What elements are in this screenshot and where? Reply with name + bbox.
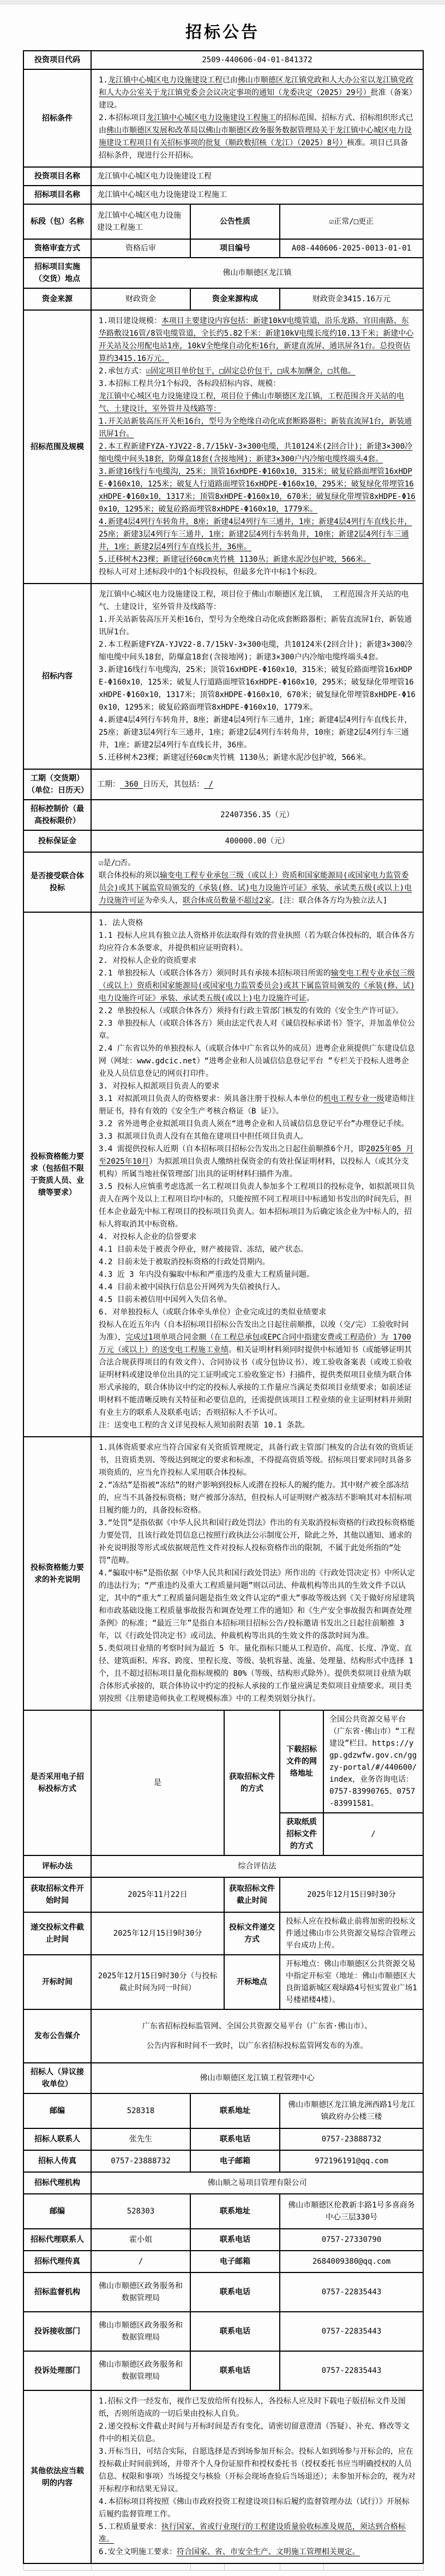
- row-submit: [23, 1912, 423, 1955]
- media-label: 发布公告媒介: [23, 2009, 91, 2063]
- row-agency-postcode: [23, 2194, 423, 2229]
- complaint-receiver-tel-value: 0757-22835443: [280, 2312, 423, 2351]
- tenderer-postcode-label: 邮编: [23, 2093, 91, 2128]
- stub-cell: [280, 2563, 323, 2570]
- stub-cell: [224, 2563, 280, 2570]
- para: 4.本招标项目将按照《佛山市政府投资工程建设项目标后履约监督管理办法（试行）》开展标后履约监督管理工作。: [99, 2497, 410, 2519]
- para: 1.招标文件一经发布，视作已发放给所有投标人，各投标人应及时下载电子版招标文件及图纸，否则所造成的一切后果由投标人自负。: [99, 2397, 406, 2418]
- doc-start-label: 获取招标文件开始时间: [23, 1877, 91, 1912]
- row-qualification-method: [23, 239, 423, 258]
- funding-composition-value: 财政资金3415.16万元: [280, 288, 423, 310]
- doc-start-value: 2025年11月22日: [91, 1877, 224, 1912]
- para: 龙江镇中心城区电力设施建设工程，项目位于佛山市顺德区龙江镇，工程范围含开关站的电气、土建设计，室外管井及线路等：: [99, 392, 404, 413]
- project-number-value: A08-440606-2025-0013-01-01: [280, 239, 423, 258]
- complaint-receiver-tel-label: 联系电话: [190, 2312, 280, 2351]
- funding-label: 资金来源: [23, 288, 91, 310]
- stub-cell: [23, 2563, 91, 2570]
- para: 5.迁移树木23棵；新建冠径60cm夹竹桃 1130丛；新建水泥沙包护坡，566米。: [99, 555, 371, 564]
- row-section-name: [23, 204, 423, 239]
- agency-address-label: 联系地址: [190, 2194, 280, 2229]
- para: 2.1 单独投标人（或联合体各方）须同时具有承接本招标项目所需的输变电工程专业承包三级（或以上）资质和国家能源局(或国家电力监管委员会)或其下属监管局颁发的《承装(修、试)电力设施许可证》承装、承试类五级(或以上)电力设施许可证。: [99, 969, 415, 1003]
- row-agency-contact: [23, 2229, 423, 2251]
- e-bidding-label: 是否采用电子招标投标方式: [23, 1710, 91, 1855]
- consortium-label: 是否接受联合体投标: [23, 852, 91, 912]
- para: 龙江镇中心城区电力设施建设工程，项目位于佛山市顺德区龙江镇， 工程范围含开关站的电气、土建设计，室外管井及线路等：: [99, 590, 409, 611]
- para: 3.开标当日，可结合实际，自愿选择是否到场参加开标会。投标人如到场参与开标会的，应在投标截止时间前到场，并带齐个人身份证原件和授权委托书（授权委托书应当明确授权的人员信息、权限和事项）当场提交与核验（开标会现场查验后当场退还）；未参加开标会的，视为对开标程序和结果无异议。: [99, 2447, 416, 2494]
- tenderer-contact-value: 张先生: [91, 2128, 190, 2150]
- row-project-code: [23, 51, 423, 69]
- obtain-docs-label: 获取招标文件的方式: [224, 1710, 280, 1855]
- stub-cell: [323, 2563, 423, 2570]
- row-control-price: [23, 800, 423, 830]
- row-scope: [23, 310, 423, 584]
- agency-tel-value: 0757-27330790: [280, 2229, 423, 2251]
- evaluation-label: 评标办法: [23, 1855, 91, 1877]
- download-address-label: 下载招标文件的网络地址: [280, 1710, 323, 1813]
- para: 6. 对单独投标人（或联合体牵头单位）企业完成过的类似业绩要求: [99, 1308, 327, 1317]
- table-stub-row: [23, 2563, 423, 2570]
- agency-contact-value: 霍小姐: [91, 2229, 190, 2251]
- row-opening: [23, 1955, 423, 2009]
- submit-method-value: 投标人应在投标截止前将加密的投标文件通过佛山市公共资源交易综合管理云平台成功上传。: [280, 1912, 423, 1955]
- invest-project-name-label: 投资项目名称: [23, 167, 91, 186]
- para: 3.5 投标人应慎重考虑选派一名工程项目负责人参加多个工程项目的投标竞争，如拟派项目负责人在两个及以上工程项目均中标的，只能按照不同工程项目中标通知书发出的时间先后，担任本企业最先中标工程项目的投标项目负责人。如本招标项目为后确定该企业为中标人的，招标人将取消其中标资格。: [99, 1182, 415, 1229]
- para: 投标人可对上述标段中的1个标段投标，但最多允许中标1个标段。: [99, 568, 322, 576]
- para: 2.本工程新建FYZA-YJV22-8.7/15kV-3×300电缆，共10124米(2回合计)；新建3×300冷缩电缆中间头18套，防爆盒18套(含接地网)；新建3×300户内冷缩电缆终端头4套。: [99, 640, 413, 662]
- para: 3.新建16线行车电缆沟，25米；顶管16xHDPE-Φ160x10，315米；破复砼路面埋管16xHDPE-Φ160x10，125米；破复人行道路面埋管16xHDPE-Φ160x10，295米；破复绿化带埋管16xHDPE-Φ160x10，1317米；顶管8xHDPE-Φ160x10，670米；破复绿化带埋管8xHDPE-Φ160x10，1295米；破复砼路面埋管8xHDPE-Φ160x10，1779米。: [99, 467, 416, 514]
- content-value: [91, 584, 423, 769]
- para: 2.本工程新建FYZA-YJV22-8.7/15kV-3×300电缆，共10124米(2回合计)；新建3×300冷缩电缆中间头18套，防爆盒18套(含接地网)；新建3×300户内冷缩电缆终端头4套。: [99, 442, 413, 463]
- media-value: [91, 2009, 423, 2063]
- para: 广东省招标投标监管网、全国公共资源交易平台（广东省·佛山市）。: [142, 2022, 372, 2031]
- capability-supplement-value: [91, 1437, 423, 1710]
- tenderer-fax-label: 招标人传真: [23, 2150, 91, 2172]
- opening-time-value: 2025年12月15日9时30分（与投标截止时间为同一时间）: [91, 1955, 224, 2009]
- stub-cell: [91, 2563, 190, 2570]
- para: 2.3 单独投标人（或联合体各方）须由法定代表人对《诚信投标承诺书》签字，并加盖单位公章。: [99, 1019, 415, 1040]
- tender-project-name-label: 招标项目名称: [23, 186, 91, 204]
- agency-postcode-value: 528303: [91, 2194, 190, 2229]
- notice-nature-label: 公告性质: [190, 204, 280, 239]
- row-agency-fax: [23, 2251, 423, 2272]
- agency-postcode-label: 邮编: [23, 2194, 91, 2229]
- para: 4.2 目前未处于被取消投标资格的行政处罚期内。: [99, 1258, 270, 1266]
- para: 2.承包方式：☑固定项目单价包干，□固定总价包干，□成本加酬金，□其他。: [99, 367, 356, 376]
- capability-supplement-label: 投标资格能力要求的补充说明: [23, 1437, 91, 1710]
- supervisor-label: 招标监督机构: [23, 2272, 91, 2312]
- para: 2.4 广东省以外的单独投标人（或联合体中广东省以外的成员）进粤企业须提供广东建设信息网（网址：www.gdcic.net）“进粤企业和人员诚信信息登记平台 ”专栏关于投标人进粤企业及人员信息登记的网页打印件。: [99, 1044, 415, 1078]
- para: ☑是/□否。: [99, 859, 136, 867]
- footer-space: [0, 2571, 445, 2576]
- scope-label: 招标范围及规模: [23, 310, 91, 584]
- row-supervisor: [23, 2272, 423, 2312]
- row-media: [23, 2009, 423, 2063]
- agency-tel-label: 联系电话: [190, 2229, 280, 2251]
- complaint-handler-label: 投诉处理部门: [23, 2351, 91, 2390]
- row-evaluation: [23, 1855, 423, 1877]
- other-value: [91, 2390, 423, 2563]
- para: 3.新建16线行车电缆沟，25米；顶管16xHDPE-Φ160x10，315米；破复砼路面埋管16xHDPE-Φ160x10，125米；破复人行道路面埋管16xHDPE-Φ160x10，295米；破复绿化带埋管16xHDPE-Φ160x10，1317米；顶管8xHDPE-Φ160x10，670米；破复绿化带埋管8xHDPE-Φ160x10，1295米；破复砼路面埋管8xHDPE-Φ160x10，1779米。: [99, 665, 416, 712]
- row-tenderer-fax: [23, 2150, 423, 2172]
- tenderer-label: 招标人（异议接收单位）: [23, 2063, 91, 2093]
- page-title: 招标公告: [185, 23, 260, 42]
- submit-method-label: 投标文件递交方式: [224, 1912, 280, 1955]
- control-price-value: 22407356.35（元）: [91, 800, 423, 830]
- row-doc-time: [23, 1877, 423, 1912]
- submit-deadline-label: 递交投标文件截止时间: [23, 1912, 91, 1955]
- stub-cell: [190, 2563, 224, 2570]
- para: 6.安全文明施工要求：符合国家、省、市安全生产、文明施工管理相关规定。: [99, 2548, 360, 2556]
- para: 4.5 目前未被信用中国列入失信名单。: [99, 1295, 232, 1304]
- row-tender-conditions: [23, 69, 423, 167]
- para: 3.4 需提供投标人近期（自本招标项目招标公告发出之日起往前顺推6个月，即2025年05 月至2025年10月）为拟派项目负责人缴纳社保资金的有效社保证明材料，以投标人（或其分支机构）所属当地社保管理部门出具的证明材料扫描件为准。: [99, 1145, 414, 1179]
- tenderer-address-value: 佛山市顺德区龙江镇龙洲西路1号龙江镇政府办公楼三楼: [280, 2093, 423, 2128]
- para: 联合体投标的须以输变电工程专业承包三级（或以上）资质和国家能源局(或国家电力监管委员会)或其下属监管局颁发的《承装(修、试)电力设施许可证》承装、承试类五级(或以上)电力设施许可证为牵头人，联合体成员数量不超过2家。[注：联合体各方均为独立法人]: [99, 871, 412, 905]
- row-duration: [23, 769, 423, 800]
- funding-composition-label: 资金来源构成: [190, 288, 280, 310]
- para: 3. 对投标人拟派项目负责人的要求: [99, 1082, 220, 1091]
- doc-end-value: 2025年12月15日9时30分: [280, 1877, 423, 1912]
- location-label: 招标项目实施（交货）地点: [23, 258, 91, 288]
- tenderer-tel-value: 0757-23888732: [280, 2128, 423, 2150]
- complaint-receiver-value: 佛山市顺德区政务服务和数据管理局: [91, 2312, 190, 2351]
- row-other: [23, 2390, 423, 2563]
- section-name-value: 龙江镇中心城区电力设施建设工程施工: [91, 204, 190, 239]
- tender-conditions-value: [91, 69, 423, 167]
- opening-time-label: 开标时间: [23, 1955, 91, 2009]
- bid-bond-label: 投标保证金: [23, 830, 91, 852]
- para: 4.新建4层4列行车转角井，8座；新建4层4列行车三通井，1座；新建4层4列行车直线长井，25座；新建3层4列行车三通井，1座；新建2层4列行车转角井，10座；新建2层4列行车三通井，1座；新建2层4列行车直线长井，36座。: [99, 517, 412, 551]
- download-address-value: 全国公共资源交易平台（广东省·佛山市）“工程建设”栏目。https://ygp.gdzwfw.gov.cn/ggzy-portal/#/440600/index，业务咨询电话：0757-83990765、0757-83991581。: [323, 1710, 423, 1813]
- tender-conditions-label: 招标条件: [23, 69, 91, 167]
- agency-fax-value: /: [91, 2251, 190, 2272]
- tenderer-email-value: 972196191@qq.com: [280, 2150, 423, 2172]
- agency-value: 佛山顺之易项目管理有限公司: [91, 2172, 423, 2194]
- para: 4.1 目前未处于被责令停业，财产被接管、冻结，破产状态。: [99, 1245, 308, 1254]
- para: 3.2 省外进粤企业拟派项目负责人须在“进粤企业和人员诚信信息登记平台”办理登记手续。: [99, 1120, 409, 1128]
- row-funding: [23, 288, 423, 310]
- tender-project-name-value: 龙江镇中心城区电力设施建设工程施工: [91, 186, 423, 204]
- para: 3.本招标工程共分1个标段，各标段招标内容、规模：: [99, 379, 281, 388]
- row-consortium: [23, 852, 423, 912]
- para: 2.本招标项目龙江镇中心城区电力设施建设工程施工的招标范围、招标方式、招标组织形式已由佛山市顺德区发展和改革局以佛山市顺德区政务服务数据管理局关于龙江镇中心城区电力设施建设工程项目有关招标事项的批复（顺政数招核（龙江）（2025）8号）核准。项目已具备招标条件，现进行公开招标。: [99, 114, 413, 160]
- row-content: [23, 584, 423, 769]
- complaint-handler-value: 佛山市顺德区政务服务和数据管理局: [91, 2351, 190, 2390]
- location-value: 佛山市顺德区龙江镇: [91, 258, 423, 288]
- para: 1.1 投标人应具有独立法人资格并依法取得有效的营业执照（若为联合体投标的，联合体各方均应符合本条要求，并提供相应证明资料）。: [99, 931, 415, 953]
- complaint-handler-tel-value: 0757-22835443: [280, 2351, 423, 2390]
- supervisor-value: 佛山市顺德区政务服务和数据管理局: [91, 2272, 190, 2312]
- project-code-label: 投资项目代码: [23, 51, 91, 69]
- tender-announcement-table: [23, 50, 424, 2571]
- agency-email-value: 2684009380@qq.com: [280, 2251, 423, 2272]
- tenderer-email-label: 电子邮箱: [190, 2150, 280, 2172]
- tenderer-address-label: 联系地址: [190, 2093, 280, 2128]
- top-strip: [0, 0, 445, 4]
- row-bid-bond: [23, 830, 423, 852]
- row-invest-project-name: [23, 167, 423, 186]
- para: 投标人在近五年内（自本招标项目招标公告发出之日起往前顺推，以竣（交/完）工验收时间为准），完成过1项单项合同金额（在工程总承包或EPC合同中指建安费或工程造价）为 1700万元（或以上）的送变电工程施工业绩。相关证明材料须同时提供中标通知书（或能够证明其合法合规获得项目的有效文件）、合同协议书（或分包协议书）、竣工验收备案表（或竣工验收证明材料或建设单位出具的完工证明或完工验收鉴定书）扫描件，提供类似项目业绩为联合体形式承接的，联合体协议中约定的投标人承接的工作量应当满足类似项目业绩要求；如前述证明材料不能清晰反映有关特征和必要信息的，还需提供该项目工程业绩的业主证明材料并须附有业主方的联系人及联系电话；否则招标人不予认可。: [99, 1320, 412, 1417]
- para: 2.“冻结”是指被“冻结”的财产影响到投标人或潜在投标人的履约能力。其中财产被全部冻结的，应当不具备投标资格；财产被部分冻结，但投标人可证明财产被冻结不影响其对本招标项目履约能力的，具备投标资格。: [99, 1481, 412, 1515]
- row-agency: [23, 2172, 423, 2194]
- para: 4.4 目前未被中国执行信息公开网列为失信被执行人。: [99, 1283, 285, 1292]
- row-location: [23, 258, 423, 288]
- opening-place-value: 开标地点：佛山市顺德区公共资源交易中指定开标室（地址：佛山市顺德区大良街道新城区观绿路4号恒实置业广场1号楼裙楼4楼）。: [280, 1955, 423, 2009]
- content-label: 招标内容: [23, 584, 91, 769]
- complaint-receiver-label: 投诉接收部门: [23, 2312, 91, 2351]
- e-bidding-value: 是: [91, 1710, 224, 1855]
- para: 4. 对投标人企业的信誉要求: [99, 1233, 197, 1241]
- capability-value: [91, 912, 423, 1437]
- invest-project-name-value: 龙江镇中心城区电力设施建设工程: [91, 167, 423, 186]
- row-capability-supplement: [23, 1437, 423, 1710]
- para: 1.项目建设规模：本项目主要建设内容包括：新建10kV电缆管道，沿乐龙路、官田南路、东华路敷设16管/8管电缆管道，全长约5.82千米：新建10kV电缆长度约10.13千米；新建中心开关站及公用配电站1座，10kV全绝缘自动化柜16台，新建直流屏、通讯屏各1台。总投资估算约3415.16万元。: [99, 317, 414, 363]
- tenderer-contact-label: 招标人联系人: [23, 2128, 91, 2150]
- consortium-value: [91, 852, 423, 912]
- row-capability: [23, 912, 423, 1437]
- funding-value: 财政资金: [91, 288, 190, 310]
- tenderer-tel-label: 联系电话: [190, 2128, 280, 2150]
- agency-contact-label: 招标代理联系人: [23, 2229, 91, 2251]
- para: 3.“处罚”是指依据《中华人民共和国行政处罚法》作出的有关取消投标资格的行政投标资格能力要处罚，且该行政处罚信息已按照行政执法公示制度公开，除此之外，其他以通知、通求的补充说明报等形式或依据规范性文件对投标人投标资格作出的限制，不属于此处所指的“处罚”范畴。: [99, 1519, 415, 1565]
- control-price-label: 招标控制价（最高投标限价）: [23, 800, 91, 830]
- para: 3.3 拟派项目负责人没有在其他在建项目中担任项目负责人。: [99, 1132, 308, 1141]
- qualification-method-value: 资格后审: [91, 239, 190, 258]
- bid-bond-value: 400000.00（元）: [91, 830, 423, 852]
- duration-value: 工期： 360 日历天，其包括： /: [91, 769, 423, 800]
- para: 5.迁移树木23棵；新建冠径60cm夹竹桃 1130丛；新建水泥沙包护坡，566米。: [99, 753, 371, 762]
- project-code-value: 2509-440606-04-01-841372: [91, 51, 423, 69]
- complaint-handler-tel-label: 联系电话: [190, 2351, 280, 2390]
- para: 1.龙江镇中心城区电力设施建设工程已由佛山市顺德区龙江镇党政和人大办公室以龙江镇党政和人大办公室关于龙江镇党委会会议决定事项的通知（龙委决定（2025）29号）批准（备案）建设。: [99, 76, 413, 110]
- para: 2.2 单独投标人（或联合体各方）须持有行政主管部门核发的有效的《安全生产许可证》。: [99, 1007, 404, 1015]
- para: 注：送变电工程的含义详见投标人须知前附表第 10.1 条款。: [99, 1421, 310, 1430]
- agency-label: 招标代理机构: [23, 2172, 91, 2194]
- opening-place-label: 开标地点: [224, 1955, 280, 2009]
- para: 2.递交投标文件截止时间与开标时间是否有变化，请密切留意澄清（答疑）、补充、修改等文件中的相关信息。: [99, 2422, 410, 2443]
- para: 1.开关站新装高压开关柜16台，型号为全绝缘自动化成套断路器柜；新装直流屏1台，新装通讯屏1台。: [99, 615, 412, 636]
- agency-email-label: 电子邮箱: [190, 2251, 280, 2272]
- row-tender-project-name: [23, 186, 423, 204]
- para: 5.类似项目业绩的考察时间为最近 5 年。量化指标只能从工程造价、高度、长度、净宽、直径、建筑面积、库容、跨度、里程长度、等级、装机容量、流量、处理量、结构形式中选择 1 个，且不超过招标项目量化指标规模的 80%（等级、结构形式除外）。提供类似项目业绩为联合体形式承接的，联合体协议中约定的投标人承接的工作量应满足类似项目业绩要求。项目类别按照《注册建造师执业工程规模标准》中的工程类别划分执行。: [99, 1644, 413, 1703]
- para: 公告内容和时间不一致时，以广东省招标投标监管网发布的为准。: [146, 2042, 368, 2050]
- section-name-label: 标段（包）名称: [23, 204, 91, 239]
- row-tenderer-contact: [23, 2128, 423, 2150]
- tenderer-postcode-value: 528318: [91, 2093, 190, 2128]
- row-complaint-handler: [23, 2351, 423, 2390]
- para: 1.具体资质要求应当符合国家有关资质管理规定，具备行政主管部门核发的合法有效的资质证书，且资质类别、等级达到规定的要求和标准，不得提高资质等级。招标项目要求同时具备多项资质的，应当允许投标人采用联合体投标。: [99, 1443, 413, 1477]
- para: 4.3 近 3 年内没有骗取中标和严重违约及重大工程质量问题。: [99, 1270, 314, 1279]
- para: 4.新建4层4列行车转角井，8座；新建4层4列行车三通井，1座；新建4层4列行车直线长井，25座；新建3层4列行车三通井，1座；新建2层4列行车转角井，10座；新建2层4列行车三通井，1座；新建2层4列行车直线长井，36座。: [99, 716, 412, 749]
- evaluation-value: 综合评估法: [91, 1855, 423, 1877]
- supervisor-tel-label: 联系电话: [190, 2272, 280, 2312]
- para: 5.工程质量要求：执行国家、省或行业现行的工程建设质量验收标准及规范，须达到合格标准。: [99, 2523, 406, 2544]
- row-e-bidding: [23, 1710, 423, 1813]
- agency-fax-label: 招标代理传真: [23, 2251, 91, 2272]
- other-label: 其他依法应当载明的内容: [23, 2390, 91, 2563]
- submit-deadline-value: 2025年12月15日9时30分: [91, 1912, 224, 1955]
- capability-label: 投标资格能力要求（包括但不限于资质人员、业绩等要求）: [23, 912, 91, 1437]
- para: 1.开关站新装高压开关柜16台，型号为全绝缘自动化成套断路器柜；新装直流屏1台，新装通讯屏1台。: [99, 417, 412, 438]
- row-tenderer: [23, 2063, 423, 2093]
- row-tenderer-postcode: [23, 2093, 423, 2128]
- agency-address-value: 佛山市顺德区伦教新丰路1号多喜商务中心三层330号: [280, 2194, 423, 2229]
- row-complaint-receiver: [23, 2312, 423, 2351]
- tenderer-value: 佛山市顺德区龙江镇工程管理中心: [91, 2063, 423, 2093]
- tenderer-fax-value: 0757-23888732: [91, 2150, 190, 2172]
- para: 2. 对投标人企业的资质要求: [99, 956, 197, 965]
- scope-value: [91, 310, 423, 584]
- para: 3.1 对拟派项目负责人的资格要求：须具备注册于投标人本单位的机电工程专业一级建造师注册证书，持有有效的《安全生产考核合格证（B 证）》。: [99, 1094, 415, 1116]
- supervisor-tel-value: 0757-22835443: [280, 2272, 423, 2312]
- doc-end-label: 获取招标文件截止时间: [224, 1877, 280, 1912]
- para: 1. 法人资格: [99, 919, 143, 927]
- para: 4.“骗取中标”是指依据《中华人民共和国行政处罚法》所作出的《行政处罚决定书》中所认定的违法行为；“严重违约及重大工程质量问题”则以司法、仲裁机构等出具的生效文件予以认定，其中的“重大”工程质量问题是指生效文件认定的“重大”事故等级达到《关于做好房屋建筑和市政基础设施工程质量事故报告和调查处理工作的通知》和《生产安全事故报告和调查处理条例》的标准；“最近三年”是指自本招标项目招标公告/投标邀请书发出之日起往前顺推 3 年，以《行政处罚决定书》或司法、仲裁机构等出具的生效文件的落款时间为准。: [99, 1569, 415, 1640]
- duration-label: 工期（交货期）（单位：日历天）: [23, 769, 91, 800]
- paper-docs-value: /: [323, 1813, 423, 1855]
- notice-nature-value: ☑正常/□更正: [280, 204, 423, 239]
- paper-docs-label: 获取纸质招标文件的方式: [280, 1813, 323, 1855]
- qualification-method-label: 资格审查方式: [23, 239, 91, 258]
- project-number-label: 项目编号: [190, 239, 280, 258]
